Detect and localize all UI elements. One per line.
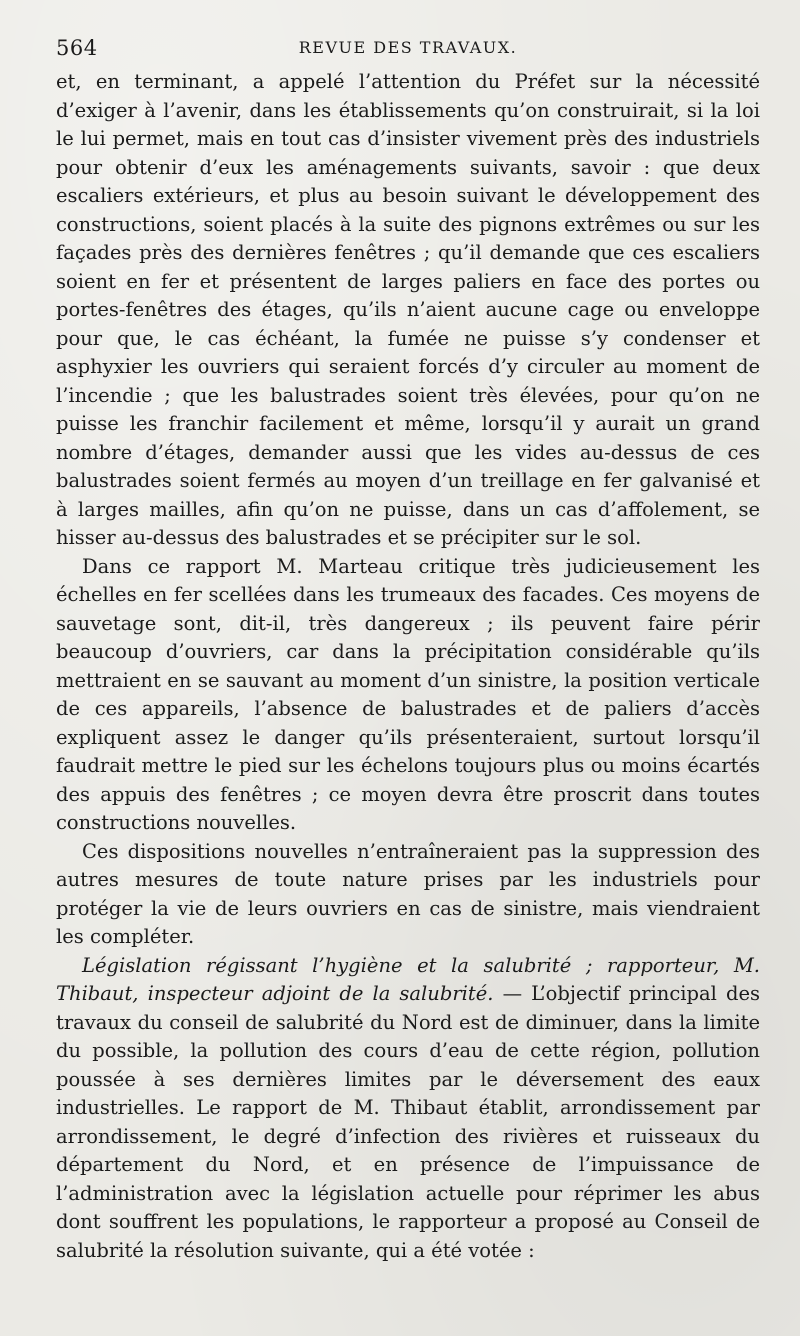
paragraph-4-text: — L’objectif principal des travaux du conseil de salubrité du Nord est de diminuer, dans la limite du possible, la pollution des cours d’eau de cette région, pollution poussée à ses dernières limites par le déversement des eaux industrielles. Le rapport de M. Thibaut établit, arrondissement par arrondissement, le degré d’infection des rivières et ruisseaux du département du Nord, et en présence de l’impuissance de l’administration avec la législation actuelle pour réprimer les abus dont souffrent les populations, le rapporteur a proposé au Conseil de salubrité la résolution suivante, qui a été votée :	[56, 982, 760, 1262]
paragraph-2-text: Dans ce rapport M. Marteau critique très judicieusement les échelles en fer scellées dans les trumeaux des facades. Ces moyens de sauvetage sont, dit-il, très dangereux ; ils peuvent faire périr beaucoup d’ouvriers, car dans la précipitation considérable qu’ils mettraient en se sauvant au moment d’un sinistre, la position verticale de ces appareils, l’absence de balustrades et de paliers d’accès expliquent assez le danger qu’ils présenteraient, surtout lorsqu’il faudrait mettre le pied sur les échelons toujours plus ou moins écartés des appuis des fenêtres ; ce moyen devra être proscrit dans toutes constructions nouvelles.	[56, 554, 760, 834]
body-text	[56, 68, 760, 1265]
paragraph-1-text: et, en terminant, a appelé l’attention du Préfet sur la nécessité d’exiger à l’avenir, dans les établissements qu’on construirait, si la loi le lui permet, mais en tout cas d’insister vivement près des industriels pour obtenir d’eux les aménagements suivants, savoir : que deux escaliers extérieurs, et plus au besoin suivant le développement des constructions, soient placés à la suite des pignons extrêmes ou sur les façades près des dernières fenêtres ; qu’il demande que ces escaliers soient en fer et présentent de larges paliers en face des portes ou portes-fenêtres des étages, qu’ils n’aient aucune cage ou enveloppe pour que, le cas échéant, la fumée ne puisse s’y condenser et asphyxier les ouvriers qui seraient forcés d’y circuler au moment de l’incendie ; que les balustrades soient très élevées, pour qu’on ne puisse les franchir facilement et même, lorsqu’il y aurait un grand nombre d’étages, demander aussi que les vides au-dessus de ces balustrades soient fermés au moyen d’un treillage en fer galvanisé et à larges mailles, afin qu’on ne puisse, dans un cas d’affolement, se hisser au-dessus des balustrades et se précipiter sur le sol.	[56, 70, 760, 549]
paragraph-1	[56, 68, 760, 553]
paragraph-3-text: Ces dispositions nouvelles n’entraîneraient pas la suppression des autres mesures de toute nature prises par les industriels pour protéger la vie de leurs ouvriers en cas de sinistre, mais viendraient les compléter.	[56, 839, 760, 948]
paragraph-2	[56, 553, 760, 838]
paragraph-4	[56, 952, 760, 1266]
page-header	[56, 32, 760, 62]
paragraph-3	[56, 838, 760, 952]
section-heading-italic: Législation régissant l’hygiène et la salubrité ; rapporteur, M. Thibaut, inspecteur adjoint de la salubrité.	[56, 953, 760, 1005]
running-title: REVUE DES TRAVAUX.	[298, 38, 518, 57]
page-number: 564	[56, 36, 98, 60]
